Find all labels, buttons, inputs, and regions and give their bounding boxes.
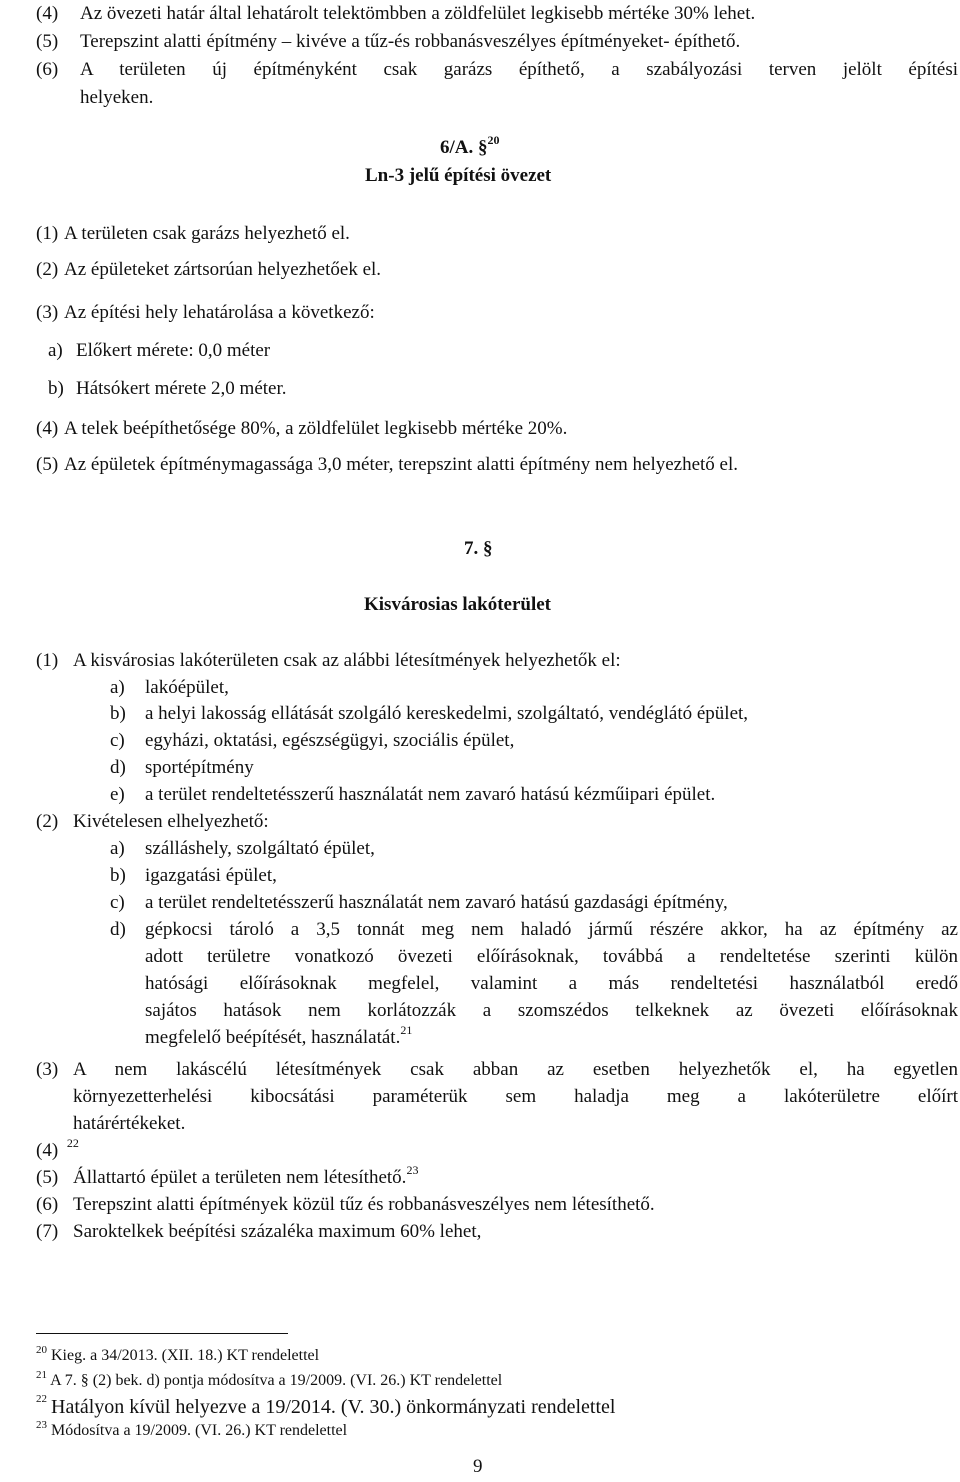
item-letter: a) [110,677,125,698]
item-letter: c) [110,892,125,913]
item-text: a terület rendeltetésszerű használatát nem zavaró hatású kézműipari épület. [145,784,716,805]
item-text-line-last [145,1023,413,1049]
footnote [36,1419,348,1440]
item-letter: b) [48,378,64,399]
footnote [36,1369,503,1390]
paragraph-number: (2) [36,811,59,832]
footnote-ref: 23 [406,1163,419,1177]
section-sign: § [478,137,488,158]
paragraph-number: (7) [36,1221,59,1242]
footnote-text: Módosítva a 19/2009. (VI. 26.) KT rendelettel [51,1422,348,1439]
item-letter: b) [110,865,126,886]
item-text: szálláshely, szolgáltató épület, [145,838,375,859]
footnote-number: 23 [36,1419,47,1431]
item-text: Az építési hely lehatárolása a következő: [64,302,375,323]
item-number: (3) [36,302,59,323]
item-text-line: gépkocsi tároló a 3,5 tonnát meg nem haladó jármű részére akkor, ha az építmény az [145,919,958,940]
section-sign: § [483,538,493,559]
page-number: 9 [473,1456,483,1477]
item-text: Az épületek építménymagassága 3,0 méter, terepszint alatti építmény nem helyezhető el. [64,454,739,475]
item-text: Az övezeti határ által lehatárolt telektömbben a zöldfelület legkisebb mértéke 30% lehet. [80,3,756,24]
paragraph-text: Terepszint alatti építmények közül tűz és robbanásveszélyes nem létesíthető. [73,1194,655,1215]
section-7-title: Kisvárosias lakóterület [364,594,552,615]
section-number: 6/A. [440,137,474,158]
item-number: (5) [36,454,59,475]
item-text: Az épületeket zártsorúan helyezhetőek el. [64,259,382,280]
paragraph-text-line: A nem lakáscélú létesítmények csak abban az esetben helyezhetők el, ha egyetlen [73,1059,958,1080]
item-text-line: adott területre vonatkozó övezeti előírásoknak, továbbá a rendeltetése szerinti külön [145,946,958,967]
item-text: Terepszint alatti építmény – kivéve a tűz-és robbanásveszélyes építményeket- építhető. [80,31,741,52]
item-text: A területen új építményként csak garázs építhető, a szabályozási terven jelölt építési [80,59,958,80]
item-number: (5) [36,31,59,52]
footnote-ref: 20 [487,133,500,147]
item-letter: d) [110,919,126,940]
item-number: (2) [36,259,59,280]
item-text: egyházi, oktatási, egészségügyi, szociális épület, [145,730,515,751]
footnote-number: 20 [36,1344,47,1356]
paragraph-number-text: (4) [36,1140,59,1161]
paragraph-text: A kisvárosias lakóterületen csak az alábbi létesítmények helyezhetők el: [73,650,621,671]
item-number: (6) [36,59,59,80]
footnote [36,1344,320,1365]
paragraph-text-content: Állattartó épület a területen nem létesíthető. [73,1167,407,1188]
footnote-text: Hatályon kívül helyezve a 19/2014. (V. 30.) önkormányzati rendelettel [51,1396,616,1418]
footnote-number: 21 [36,1369,47,1381]
paragraph-text: Saroktelkek beépítési százaléka maximum 60% lehet, [73,1221,482,1242]
item-text-line: hatósági előírásoknak megfelel, valamint a más rendeltetési használatból eredő [145,973,958,994]
item-text: A telek beépíthetősége 80%, a zöldfelület legkisebb mértéke 20%. [64,418,568,439]
footnote-ref: 21 [400,1023,413,1037]
item-text-line: sajátos hatások nem korlátozzák a szomszédos telkeknek az övezeti előírásoknak [145,1000,958,1021]
item-text: a helyi lakosság ellátását szolgáló kereskedelmi, szolgáltató, vendéglátó épület, [145,703,749,724]
item-text: igazgatási épület, [145,865,277,886]
paragraph-number: (3) [36,1059,59,1080]
item-text: a terület rendeltetésszerű használatát nem zavaró hatású gazdasági építmény, [145,892,728,913]
paragraph-number: (6) [36,1194,59,1215]
footnote [36,1393,616,1419]
item-letter: a) [48,340,63,361]
paragraph-text: Kivételesen elhelyezhető: [73,811,269,832]
item-text: megfelelő beépítését, használatát. [145,1027,401,1048]
paragraph-text [73,1163,419,1189]
item-number: (4) [36,3,59,24]
footnote-number: 22 [36,1393,47,1405]
footnote-ref: 22 [66,1136,79,1150]
item-text: Előkert mérete: 0,0 méter [76,340,271,361]
item-letter: e) [110,784,125,805]
item-text: lakóépület, [145,677,229,698]
paragraph-text-line: környezetterhelési kibocsátási paraméterük sem haladja meg a lakóterületre előírt [73,1086,958,1107]
footnote-text: Kieg. a 34/2013. (XII. 18.) KT rendelettel [51,1347,320,1364]
section-7-heading [464,538,493,560]
item-number: (1) [36,223,59,244]
paragraph-text-line: határértékeket. [73,1113,186,1134]
item-text: sportépítmény [145,757,254,778]
item-text-continued: helyeken. [80,87,154,108]
paragraph-number: (1) [36,650,59,671]
item-letter: c) [110,730,125,751]
footnote-separator [36,1333,288,1334]
item-letter: d) [110,757,126,778]
item-number: (4) [36,418,59,439]
paragraph-number: (5) [36,1167,59,1188]
item-letter: a) [110,838,125,859]
section-6a-title: Ln-3 jelű építési övezet [365,165,552,186]
item-text: Hátsókert mérete 2,0 méter. [76,378,287,399]
item-letter: b) [110,703,126,724]
item-text: A területen csak garázs helyezhető el. [64,223,350,244]
footnote-text: A 7. § (2) bek. d) pontja módosítva a 19/2009. (VI. 26.) KT rendelettel [50,1372,503,1389]
section-6a-heading [440,133,500,159]
paragraph-number [36,1136,79,1162]
section-number: 7. [464,538,479,559]
